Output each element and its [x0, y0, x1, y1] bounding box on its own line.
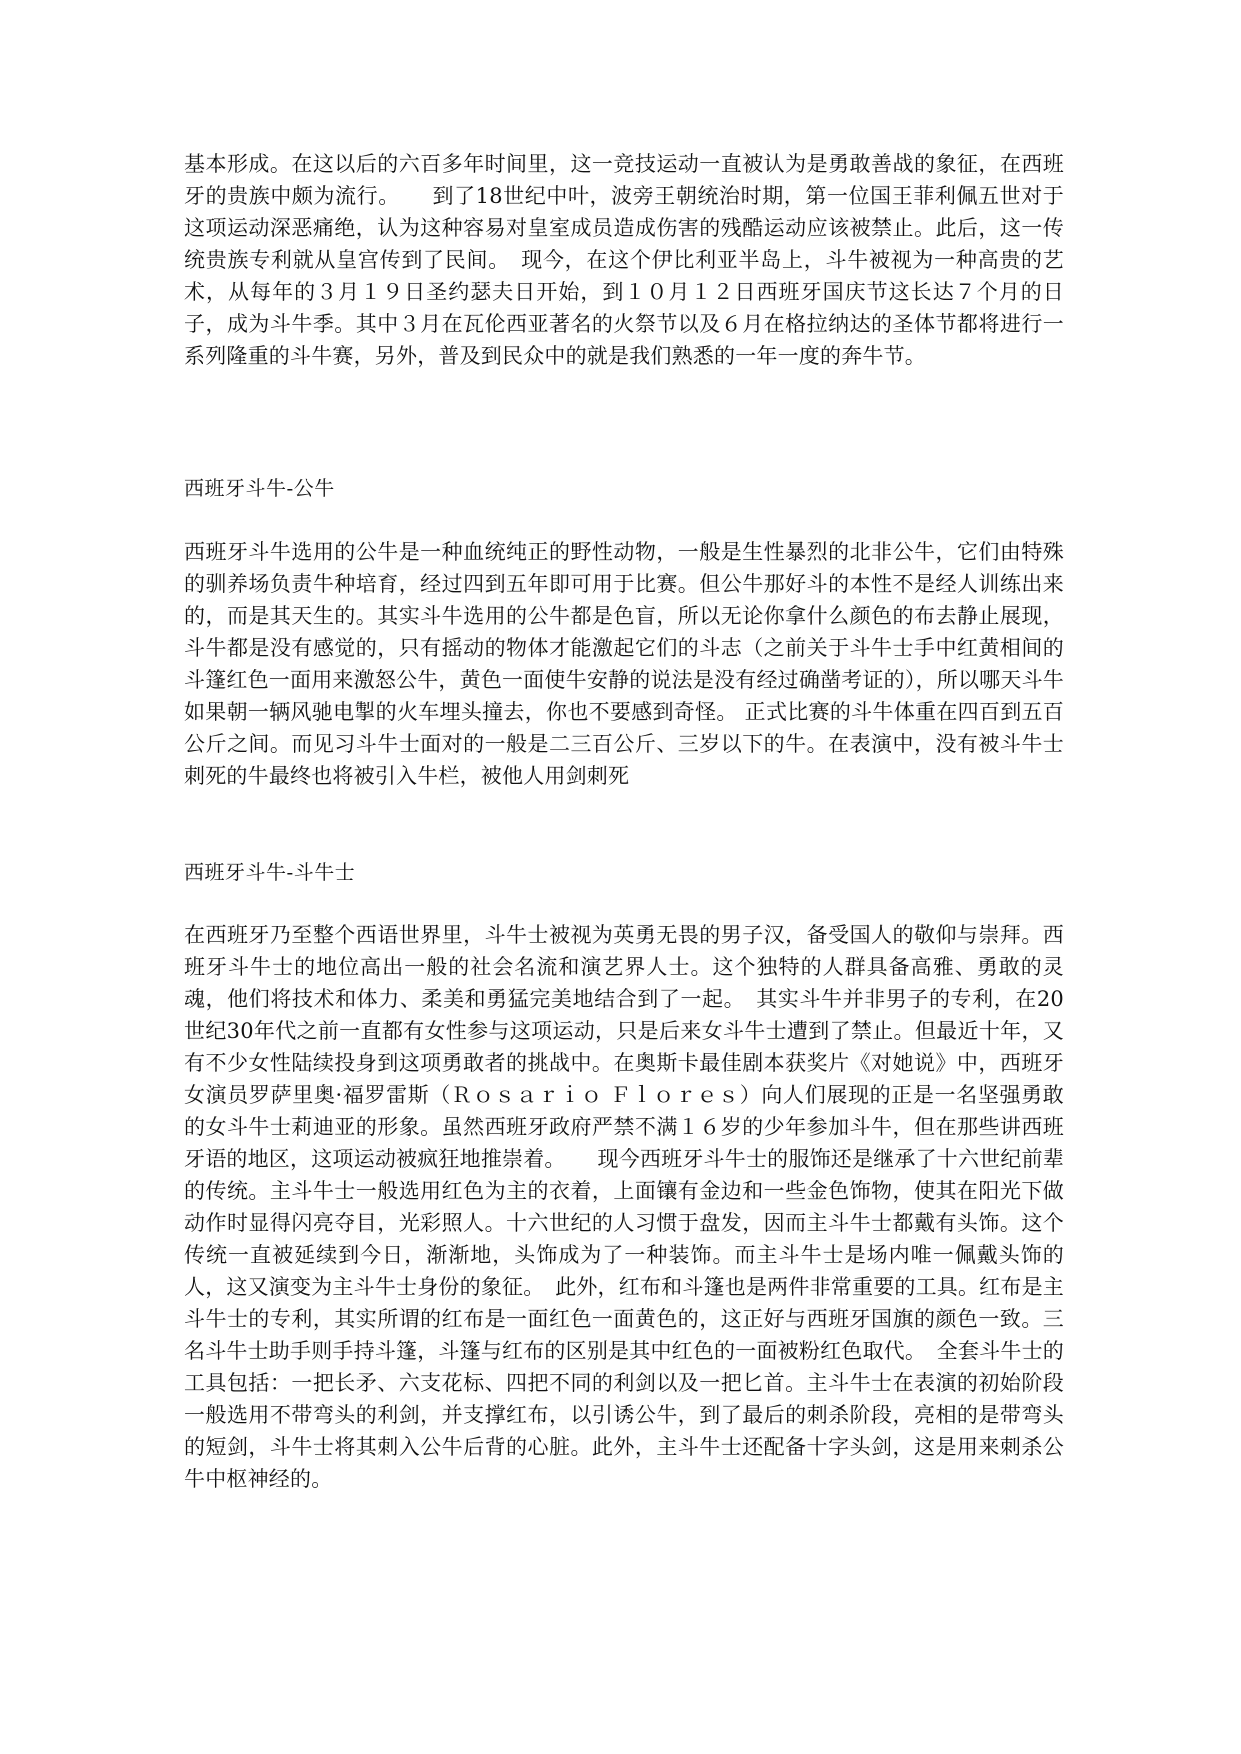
section-matador-paragraph: 在西班牙乃至整个西语世界里，斗牛士被视为英勇无畏的男子汉，备受国人的敬仰与崇拜。西班牙斗牛士的地位高出一般的社会名流和演艺界人士。这个独特的人群具备高雅、勇敢的灵魂，他们将技术和体力、柔美和勇猛完美地结合到了一起。 其实斗牛并非男子的专利，在20世纪30年代之前一直都有女性参与这项运动，只是后来女斗牛士遭到了禁止。但最近十年，又有不少女性陆续投身到这项勇敢者的挑战中。在奥斯卡最佳剧本获奖片《对她说》中，西班牙女演员罗萨里奥·福罗雷斯（Ｒｏｓａｒｉｏ Ｆｌｏｒｅｓ）向人们展现的正是一名坚强勇敢的女斗牛士莉迪亚的形象。虽然西班牙政府严禁不满１６岁的少年参加斗牛，但在那些讲西班牙语的地区，这项运动被疯狂地推崇着。 现今西班牙斗牛士的服饰还是继承了十六世纪前辈的传统。主斗牛士一般选用红色为主的衣着，上面镶有金边和一些金色饰物，使其在阳光下做动作时显得闪亮夺目，光彩照人。十六世纪的人习惯于盘发，因而主斗牛士都戴有头饰。这个传统一直被延续到今日，渐渐地，头饰成为了一种装饰。而主斗牛士是场内唯一佩戴头饰的人，这又演变为主斗牛士身份的象征。 此外，红布和斗篷也是两件非常重要的工具。红布是主斗牛士的专利，其实所谓的红布是一面红色一面黄色的，这正好与西班牙国旗的颜色一致。三名斗牛士助手则手持斗篷，斗篷与红布的区别是其中红色的一面被粉红色取代。 全套斗牛士的工具包括：一把长矛、六支花标、四把不同的利剑以及一把匕首。主斗牛士在表演的初始阶段一般选用不带弯头的利剑，并支撑红布，以引诱公牛，到了最后的刺杀阶段，亮相的是带弯头的短剑，斗牛士将其刺入公牛后背的心脏。此外，主斗牛士还配备十字头剑，这是用来刺杀公牛中枢神经的。	[184, 923, 1064, 1491]
intro-paragraph: 基本形成。在这以后的六百多年时间里，这一竞技运动一直被认为是勇敢善战的象征，在西班牙的贵族中颇为流行。 到了18世纪中叶，波旁王朝统治时期，第一位国王菲利佩五世对于这项运动深恶痛绝，认为这种容易对皇室成员造成伤害的残酷运动应该被禁止。此后，这一传统贵族专利就从皇宫传到了民间。 现今，在这个伊比利亚半岛上，斗牛被视为一种高贵的艺术，从每年的３月１９日圣约瑟夫日开始，到１０月１２日西班牙国庆节这长达７个月的日子，成为斗牛季。其中３月在瓦伦西亚著名的火祭节以及６月在格拉纳达的圣体节都将进行一系列隆重的斗牛赛，另外，普及到民众中的就是我们熟悉的一年一度的奔牛节。	[184, 152, 1064, 368]
section-bull-heading-block	[184, 474, 1064, 502]
section-bull-paragraph: 西班牙斗牛选用的公牛是一种血统纯正的野性动物，一般是生性暴烈的北非公牛，它们由特殊的驯养场负责牛种培育，经过四到五年即可用于比赛。但公牛那好斗的本性不是经人训练出来的，而是其天生的。其实斗牛选用的公牛都是色盲，所以无论你拿什么颜色的布去静止展现，斗牛都是没有感觉的，只有摇动的物体才能激起它们的斗志（之前关于斗牛士手中红黄相间的斗篷红色一面用来激怒公牛，黄色一面使牛安静的说法是没有经过确凿考证的），所以哪天斗牛如果朝一辆风驰电掣的火车埋头撞去，你也不要感到奇怪。 正式比赛的斗牛体重在四百到五百公斤之间。而见习斗牛士面对的一般是二三百公斤、三岁以下的牛。在表演中，没有被斗牛士刺死的牛最终也将被引入牛栏，被他人用剑刺死	[184, 540, 1064, 788]
section-matador-heading-block	[184, 858, 1064, 886]
section-bull-heading: 西班牙斗牛-公牛	[184, 476, 335, 500]
section-bull-paragraph-block	[184, 536, 1064, 792]
section-matador-paragraph-block	[184, 919, 1064, 1495]
intro-paragraph-block	[184, 148, 1064, 372]
section-matador-heading: 西班牙斗牛-斗牛士	[184, 860, 356, 884]
